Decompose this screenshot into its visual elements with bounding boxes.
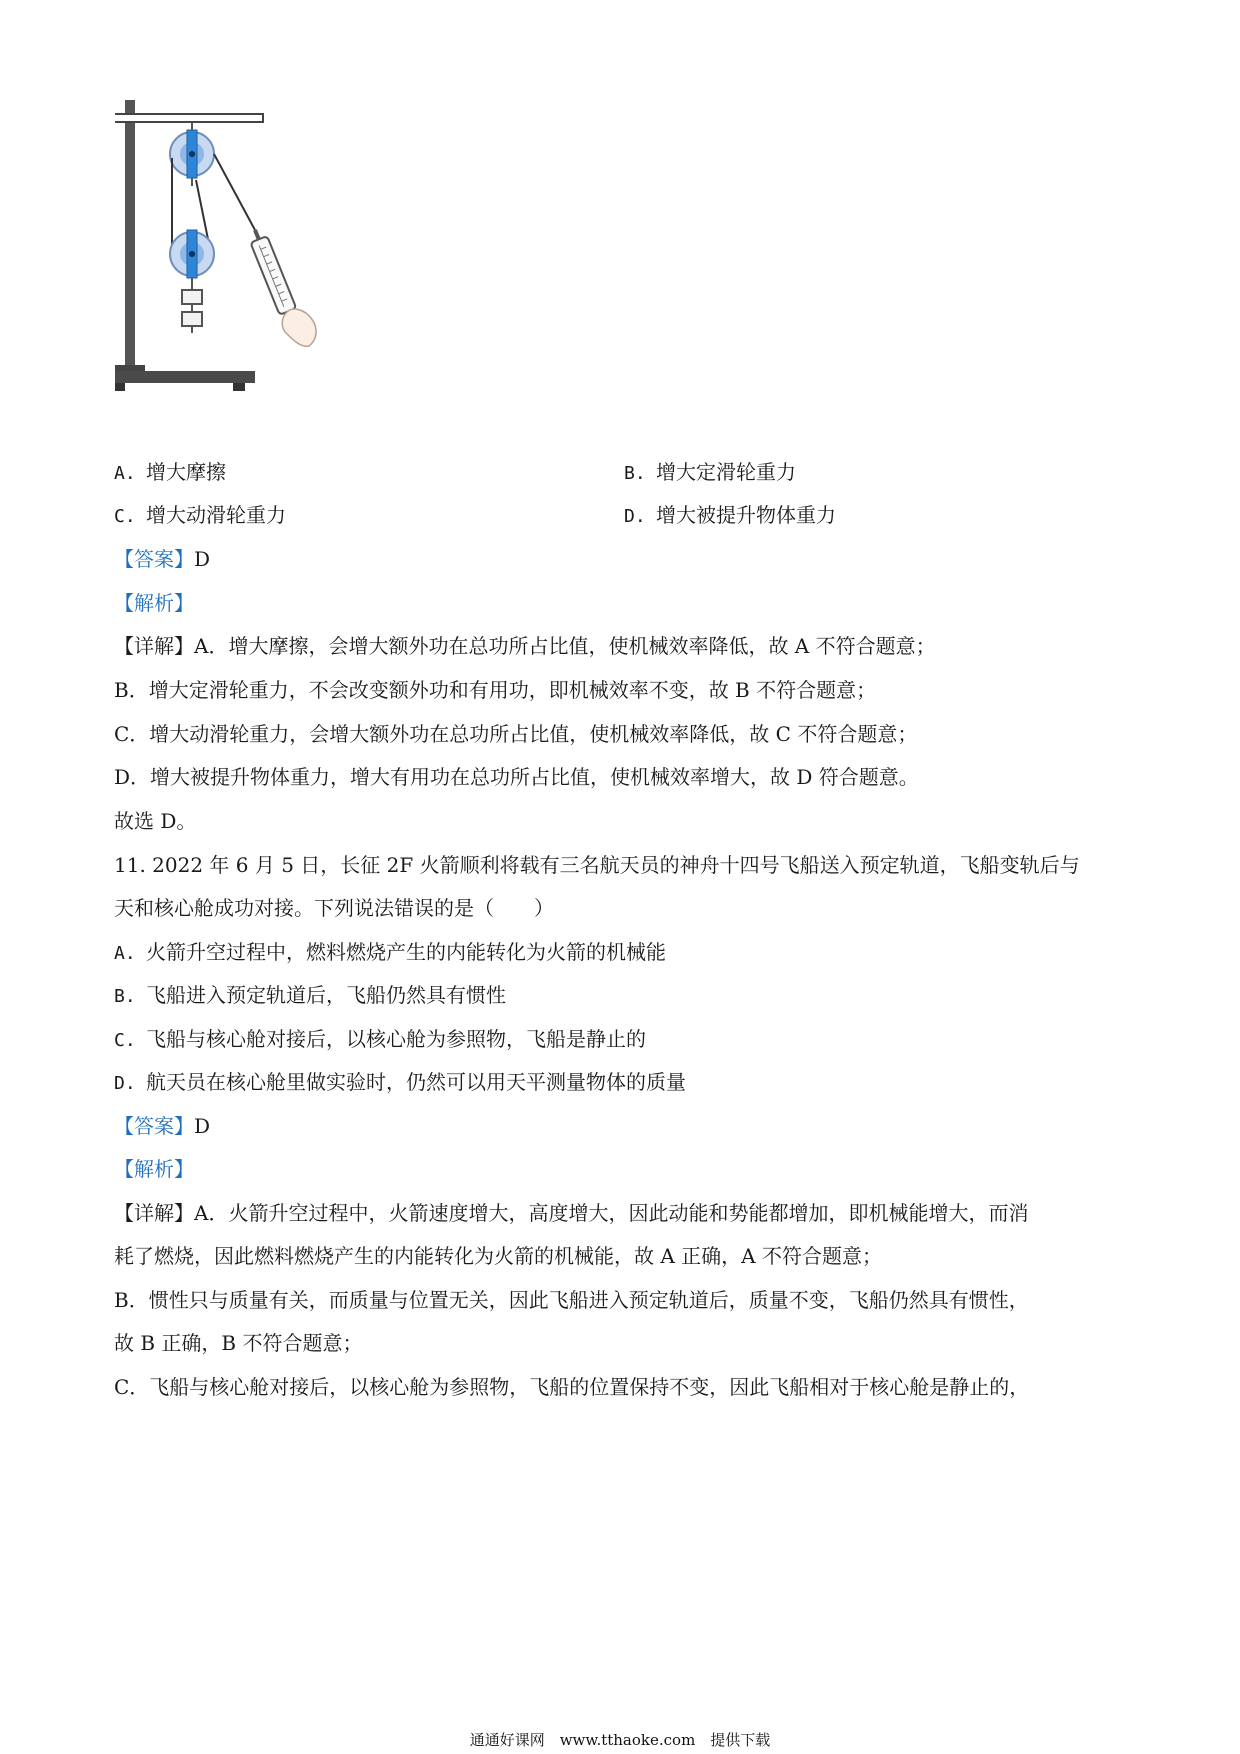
stand-pole	[125, 100, 135, 368]
answer-tag: 【答案】	[114, 1114, 194, 1138]
q11-detail-c-line1: C．飞船与核心舱对接后，以核心舱为参照物，飞船的位置保持不变，因此飞船相对于核心舱是静止的，	[114, 1375, 1030, 1399]
detail-tag: 【详解】	[114, 1201, 194, 1225]
q11-detail-b-line2: 故 B 正确，B 不符合题意；	[114, 1331, 363, 1355]
q10-detail-c: C．增大动滑轮重力，会增大额外功在总功所占比值，使机械效率降低，故 C 不符合题意；	[114, 722, 918, 746]
q10-conclusion: 故选 D。	[114, 809, 197, 833]
q10-option-c: C. 增大动滑轮重力	[114, 503, 286, 527]
hand-illustration	[282, 309, 316, 346]
q11-detail-a-line2: 耗了燃烧，因此燃料燃烧产生的内能转化为火箭的机械能，故 A 正确，A 不符合题意；	[114, 1244, 882, 1268]
stand-base	[115, 371, 255, 383]
q10-option-d: D. 增大被提升物体重力	[624, 503, 836, 527]
q11-answer: 【答案】D	[114, 1114, 211, 1138]
q10-option-b: B. 增大定滑轮重力	[624, 460, 796, 484]
q10-detail-b: B．增大定滑轮重力，不会改变额外功和有用功，即机械效率不变，故 B 不符合题意；	[114, 678, 877, 702]
q11-option-c: C. 飞船与核心舱对接后，以核心舱为参照物，飞船是静止的	[114, 1027, 646, 1051]
weight-block	[182, 290, 202, 304]
q10-answer: 【答案】D	[114, 547, 211, 571]
q10-detail-a: 【详解】A．增大摩擦，会增大额外功在总功所占比值，使机械效率降低，故 A 不符合题意；	[114, 634, 936, 658]
q11-detail-b-line1: B．惯性只与质量有关，而质量与位置无关，因此飞船进入预定轨道后，质量不变，飞船仍然具有惯性，	[114, 1288, 1029, 1312]
q10-analysis-tag: 【解析】	[114, 591, 194, 615]
q11-stem-line1: 11. 2022 年 6 月 5 日，长征 2F 火箭顺利将载有三名航天员的神舟十四号飞船送入预定轨道，飞船变轨后与	[114, 853, 1080, 877]
q11-stem-line2: 天和核心舱成功对接。下列说法错误的是（ ）	[114, 896, 554, 920]
q11-option-a: A. 火箭升空过程中，燃料燃烧产生的内能转化为火箭的机械能	[114, 940, 666, 964]
pulley-apparatus-figure	[115, 100, 355, 450]
answer-tag: 【答案】	[114, 547, 194, 571]
fixed-pulley	[170, 130, 214, 178]
q10-option-a: A. 增大摩擦	[114, 460, 226, 484]
stand-crossbar	[115, 114, 263, 122]
weight-block	[182, 312, 202, 326]
q11-option-b: B. 飞船进入预定轨道后，飞船仍然具有惯性	[114, 983, 506, 1007]
q11-option-d: D. 航天员在核心舱里做实验时，仍然可以用天平测量物体的质量	[114, 1070, 686, 1094]
page-footer: 通通好课网 www.tthaoke.com 提供下载	[469, 1731, 771, 1749]
movable-pulley	[170, 230, 214, 278]
detail-tag: 【详解】	[114, 634, 194, 658]
q11-detail-a-line1: 【详解】A．火箭升空过程中，火箭速度增大，高度增大，因此动能和势能都增加，即机械能增大，而消	[114, 1201, 1029, 1225]
q10-detail-d: D．增大被提升物体重力，增大有用功在总功所占比值，使机械效率增大，故 D 符合题意。	[114, 765, 919, 789]
q11-analysis-tag: 【解析】	[114, 1157, 194, 1181]
